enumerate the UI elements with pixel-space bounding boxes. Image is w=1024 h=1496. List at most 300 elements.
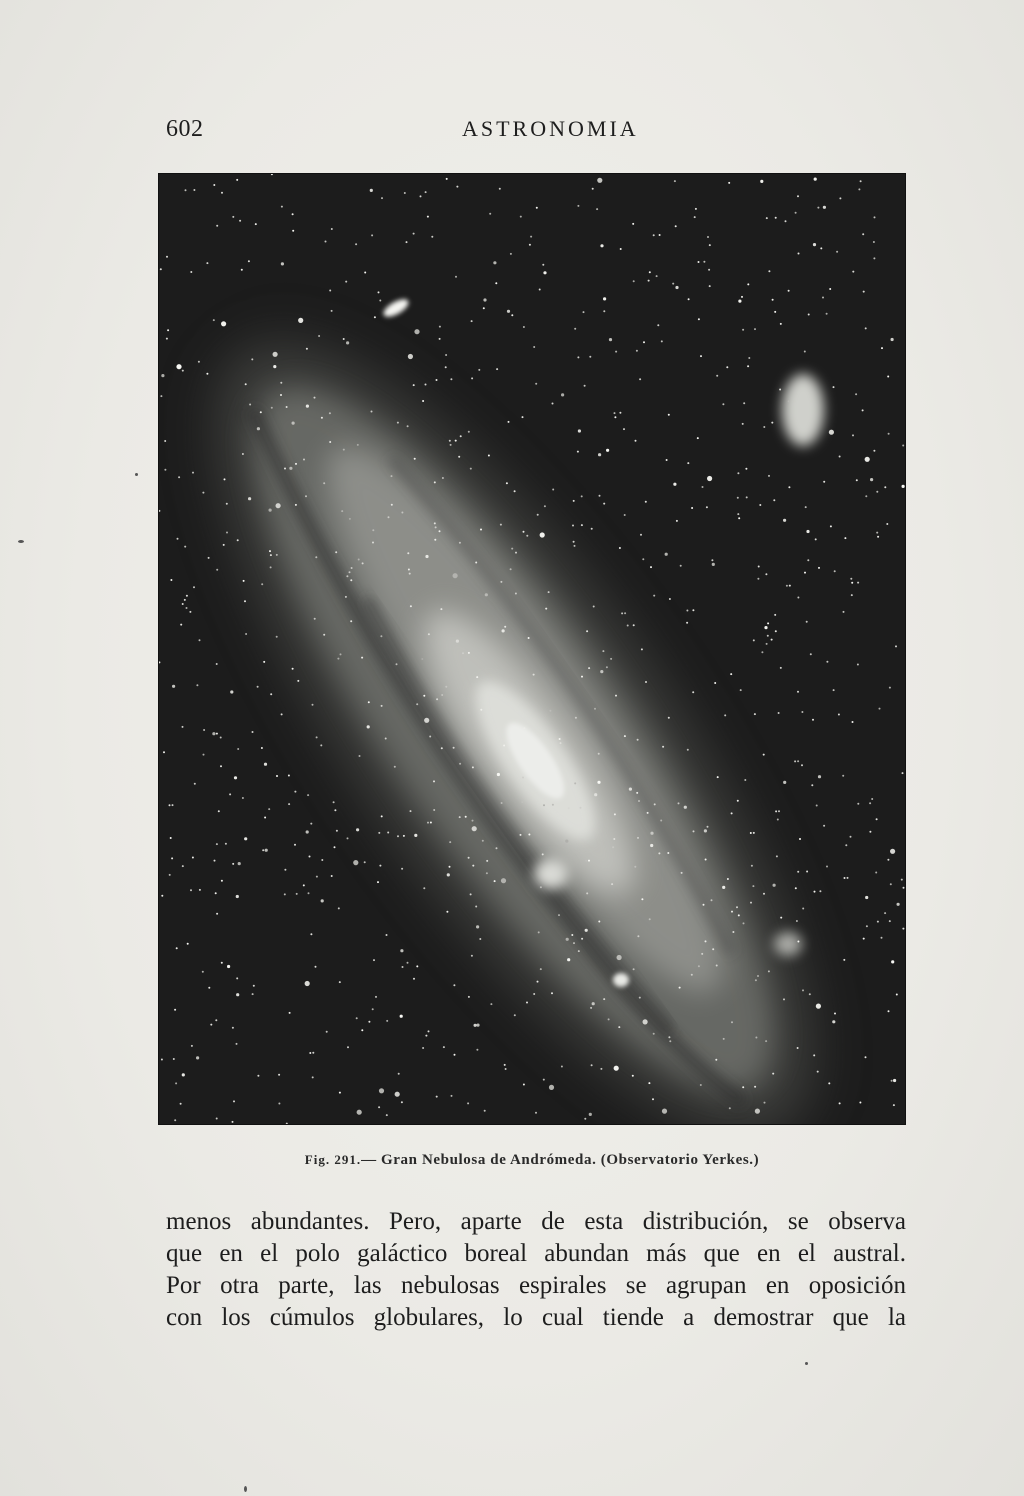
star (339, 981, 341, 983)
star (703, 904, 705, 906)
star (549, 1085, 554, 1090)
star (598, 753, 600, 755)
star (268, 808, 270, 810)
star (372, 1008, 374, 1010)
star (722, 886, 725, 889)
star (357, 1110, 362, 1115)
star (338, 907, 340, 909)
star (410, 605, 412, 607)
star (341, 510, 343, 512)
star (572, 525, 574, 527)
star (705, 859, 707, 861)
star (184, 546, 186, 548)
star (378, 832, 380, 834)
star (482, 840, 484, 842)
star (257, 1075, 259, 1077)
star (708, 269, 710, 271)
star (248, 497, 251, 500)
star (234, 776, 237, 779)
star (202, 971, 204, 973)
star (410, 810, 412, 812)
star (637, 935, 639, 937)
star (757, 578, 759, 580)
star (331, 228, 333, 230)
star (182, 603, 184, 605)
star (499, 188, 501, 190)
star (755, 1037, 757, 1039)
star (780, 917, 782, 919)
star (323, 482, 325, 484)
star (358, 559, 360, 561)
star (387, 832, 389, 834)
star (844, 877, 846, 879)
star (523, 727, 525, 729)
star (856, 479, 858, 481)
star (871, 798, 873, 800)
star (443, 1046, 445, 1048)
star (396, 663, 398, 665)
star (558, 914, 560, 916)
star (460, 435, 462, 437)
star (765, 1040, 767, 1042)
star (730, 673, 732, 675)
star (674, 180, 676, 182)
star (364, 861, 366, 863)
star (902, 772, 904, 774)
star (178, 476, 180, 478)
star (768, 270, 770, 272)
star (542, 264, 544, 266)
star (543, 804, 545, 806)
star (852, 721, 854, 723)
star (632, 1075, 634, 1077)
star (252, 993, 254, 995)
star (476, 925, 479, 928)
star (347, 837, 349, 839)
companion-galaxy-m110 (782, 374, 824, 446)
star (901, 879, 903, 881)
star (858, 188, 860, 190)
star (684, 806, 687, 809)
star (740, 689, 742, 691)
star (598, 921, 600, 923)
star (777, 819, 779, 821)
star (865, 1056, 867, 1058)
star (456, 640, 459, 643)
star (779, 389, 781, 391)
star (422, 1047, 424, 1049)
star (350, 579, 352, 581)
star (686, 622, 688, 624)
star (176, 947, 178, 949)
star (278, 1074, 280, 1076)
star (603, 503, 605, 505)
star (681, 872, 683, 874)
star (822, 297, 824, 299)
star (765, 573, 767, 575)
star (889, 687, 891, 689)
star (289, 467, 292, 470)
star (817, 207, 819, 209)
star (406, 241, 408, 243)
star (208, 987, 210, 989)
star (660, 820, 662, 822)
star (645, 681, 647, 683)
star (617, 955, 622, 960)
star (271, 407, 273, 409)
body-text (166, 1206, 906, 1334)
star (624, 514, 626, 516)
star (315, 966, 317, 968)
star (424, 718, 429, 723)
star (423, 695, 425, 697)
star (615, 351, 617, 353)
star (445, 354, 447, 356)
star (638, 800, 640, 802)
star (600, 1068, 602, 1070)
star (391, 504, 393, 506)
star (621, 612, 623, 614)
star (314, 397, 316, 399)
star (453, 747, 455, 749)
star (497, 773, 500, 776)
star (186, 595, 188, 597)
star (510, 253, 512, 255)
star (839, 1102, 841, 1104)
star (400, 1015, 403, 1018)
star (496, 847, 498, 849)
star (236, 1043, 238, 1045)
star (742, 423, 744, 425)
star (434, 539, 436, 541)
star (440, 608, 442, 610)
star (801, 711, 803, 713)
star (650, 566, 652, 568)
star (465, 816, 467, 818)
star (486, 860, 488, 862)
star (198, 361, 200, 363)
star (783, 519, 786, 522)
star (863, 938, 865, 940)
star (707, 236, 709, 238)
star (627, 625, 629, 627)
star (428, 633, 430, 635)
body-line-4: con los cúmulos globulares, lo cual tiende a demostrar que la (166, 1304, 906, 1331)
star (394, 766, 396, 768)
star (675, 286, 678, 289)
star (502, 629, 505, 632)
star (797, 195, 799, 197)
star (193, 189, 195, 191)
star (823, 825, 825, 827)
star (833, 689, 835, 691)
star (804, 351, 806, 353)
star (741, 296, 743, 298)
star (731, 911, 733, 913)
star (510, 568, 512, 570)
star (306, 405, 309, 408)
star (436, 698, 438, 700)
star (329, 441, 331, 443)
star (643, 1019, 648, 1024)
star (388, 516, 390, 518)
star (403, 835, 405, 837)
star (865, 896, 868, 899)
star (371, 234, 373, 236)
bright-knot (774, 932, 802, 956)
star (184, 599, 186, 601)
star (292, 668, 294, 670)
star (496, 368, 498, 370)
star (797, 597, 799, 599)
running-title: ASTRONOMIA (462, 116, 639, 141)
star (707, 476, 712, 481)
star (431, 236, 433, 238)
star (574, 328, 576, 330)
star (884, 486, 886, 488)
star (213, 184, 215, 186)
star (732, 931, 734, 933)
star (483, 307, 485, 309)
star (767, 622, 769, 624)
star (445, 366, 447, 368)
star (276, 636, 278, 638)
star (255, 223, 257, 225)
star (877, 921, 879, 923)
star (747, 283, 749, 285)
star (594, 708, 596, 710)
star (654, 803, 656, 805)
star (750, 832, 752, 834)
star (697, 437, 699, 439)
star (472, 865, 474, 867)
star (474, 1024, 477, 1027)
star (261, 747, 263, 749)
star (648, 1082, 650, 1084)
star (588, 667, 590, 669)
star (216, 913, 218, 915)
star (745, 468, 747, 470)
star (540, 968, 542, 970)
star (182, 865, 184, 867)
star (672, 283, 674, 285)
star (176, 364, 181, 369)
star (244, 600, 246, 602)
star (312, 704, 314, 706)
star (199, 639, 201, 641)
star (584, 1118, 586, 1120)
star (537, 981, 539, 983)
star (456, 186, 458, 188)
star (577, 356, 579, 358)
star (264, 763, 267, 766)
star (480, 529, 482, 531)
star (486, 872, 488, 874)
star (577, 451, 579, 453)
star (652, 1098, 654, 1100)
star (700, 1084, 702, 1086)
star (680, 565, 682, 567)
star (357, 444, 359, 446)
star (653, 595, 655, 597)
star (364, 272, 366, 274)
star (508, 421, 510, 423)
star (455, 440, 457, 442)
star (692, 691, 694, 693)
star (310, 933, 312, 935)
star (860, 180, 862, 182)
star (343, 449, 345, 451)
star (442, 477, 444, 479)
star (902, 928, 904, 930)
star (673, 483, 676, 486)
star (876, 818, 878, 820)
star (433, 780, 435, 782)
star (889, 920, 891, 922)
star (668, 717, 670, 719)
star (815, 538, 817, 540)
companion-galaxy-m32 (534, 859, 568, 889)
star (575, 717, 577, 719)
star (507, 310, 510, 313)
star (221, 321, 226, 326)
star (425, 555, 428, 558)
star (568, 807, 570, 809)
star (273, 365, 276, 368)
star (874, 216, 876, 218)
star (467, 1102, 469, 1104)
star (698, 261, 700, 263)
star (859, 1102, 861, 1104)
star (355, 243, 357, 245)
star (206, 373, 208, 375)
star (637, 837, 639, 839)
star (307, 794, 309, 796)
star (206, 262, 208, 264)
star (174, 1119, 176, 1121)
star (404, 192, 406, 194)
star (548, 591, 550, 593)
star (666, 459, 668, 461)
star (333, 801, 335, 803)
star (657, 324, 659, 326)
star (224, 478, 226, 480)
star (314, 618, 316, 620)
star (483, 298, 486, 301)
star (852, 434, 854, 436)
star (407, 962, 409, 964)
star (757, 975, 759, 977)
star (633, 280, 635, 282)
star (633, 624, 635, 626)
star (280, 394, 282, 396)
star (778, 810, 780, 812)
star (173, 1058, 175, 1060)
star (669, 1040, 671, 1042)
star (613, 838, 615, 840)
star (241, 269, 243, 271)
star (476, 676, 478, 678)
star (380, 635, 382, 637)
star (648, 280, 650, 282)
star (414, 834, 417, 837)
star (876, 532, 878, 534)
star (361, 1029, 363, 1031)
star (232, 1121, 234, 1123)
star (875, 872, 877, 874)
star (391, 475, 393, 477)
star (430, 822, 432, 824)
star (726, 366, 728, 368)
star (223, 544, 225, 546)
star (797, 1047, 799, 1049)
star (345, 596, 347, 598)
star (879, 708, 881, 710)
star (890, 849, 895, 854)
star (506, 482, 508, 484)
star (401, 512, 403, 514)
star (641, 898, 643, 900)
star (468, 996, 470, 998)
star (801, 764, 803, 766)
star (805, 506, 807, 508)
star (236, 179, 238, 181)
star (597, 781, 600, 784)
andromeda-photograph (159, 174, 905, 1124)
foreground-star-lower (613, 973, 629, 987)
star (862, 409, 864, 411)
star (813, 243, 816, 246)
star (236, 977, 238, 979)
star (811, 784, 813, 786)
star (196, 684, 198, 686)
galaxy-image (159, 174, 905, 1124)
star (180, 1103, 182, 1105)
star (515, 593, 517, 595)
star (857, 803, 859, 805)
star (711, 899, 713, 901)
star (196, 1056, 199, 1059)
star (902, 445, 904, 447)
star (573, 942, 575, 944)
star (544, 505, 546, 507)
star (402, 966, 404, 968)
star (480, 709, 482, 711)
star (814, 178, 817, 181)
star (591, 1064, 593, 1066)
star (645, 501, 647, 503)
star (423, 887, 425, 889)
star (331, 875, 333, 877)
star (706, 506, 708, 508)
star (676, 520, 678, 522)
star (659, 234, 661, 236)
star (761, 651, 763, 653)
star (766, 643, 768, 645)
star (216, 843, 218, 845)
star (520, 216, 522, 218)
star (873, 241, 875, 243)
star (401, 1101, 403, 1103)
star (450, 378, 452, 380)
star (493, 261, 496, 264)
star (649, 271, 651, 273)
star (413, 978, 415, 980)
star (533, 993, 535, 995)
star (408, 569, 410, 571)
star (170, 579, 172, 581)
star (413, 384, 415, 386)
